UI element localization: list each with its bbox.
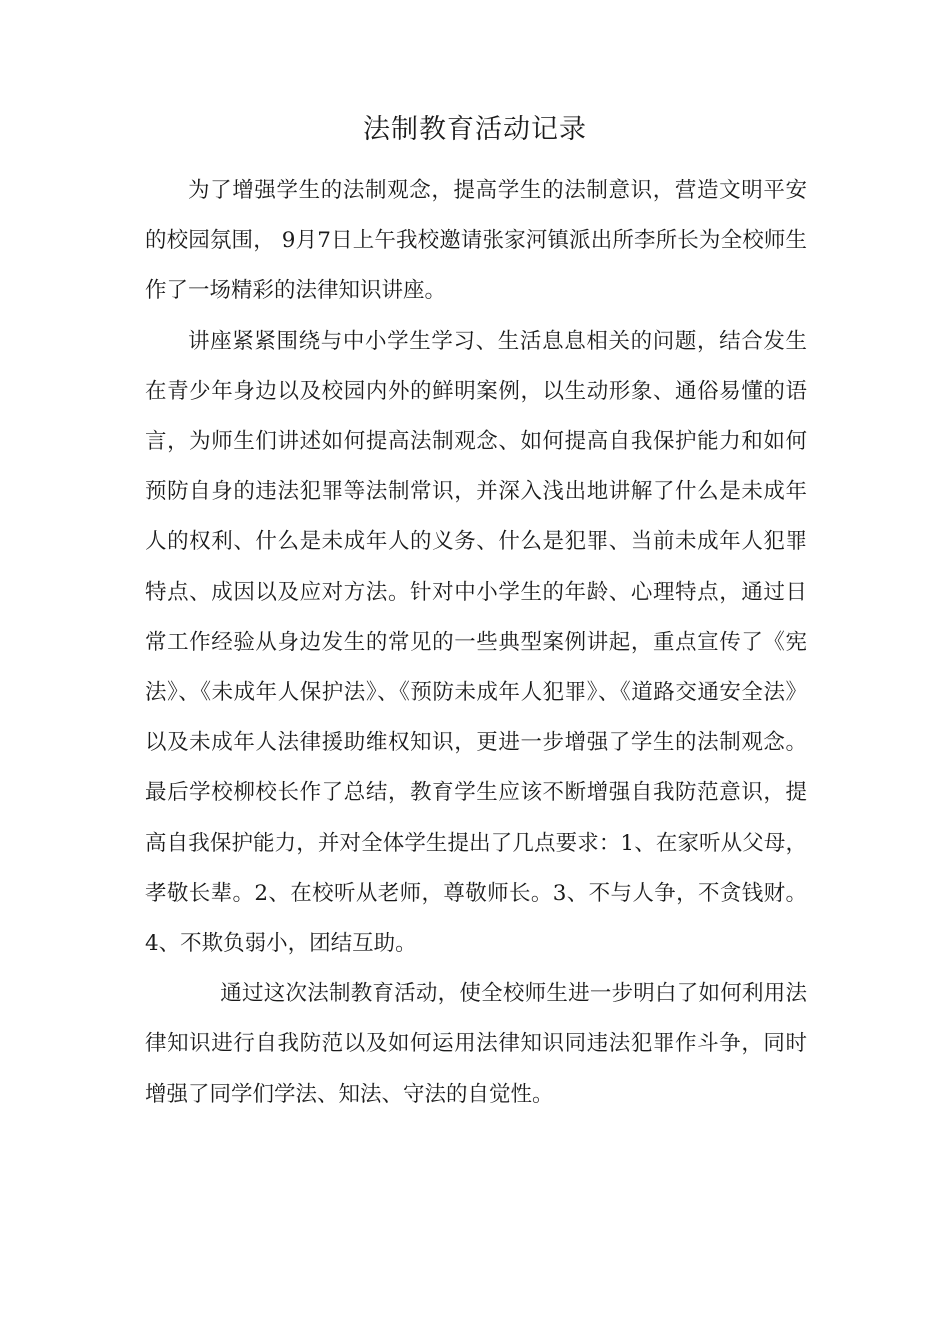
paragraph-conclusion: 通过这次法制教育活动，使全校师生进一步明白了如何利用法律知识进行自我防范以及如何运用法律知识同违法犯罪作斗争，同时增强了同学们学法、知法、守法的自觉性。: [145, 981, 807, 1107]
document-title: 法制教育活动记录: [363, 114, 587, 145]
paragraph-intro: 为了增强学生的法制观念，提高学生的法制意识，营造文明平安的校园氛围， 9月7日上午我校邀请张家河镇派出所李所长为全校师生作了一场精彩的法律知识讲座。: [145, 178, 807, 304]
document-body: [145, 166, 807, 1120]
paragraph-lecture-content: 讲座紧紧围绕与中小学生学习、生活息息相关的问题，结合发生在青少年身边以及校园内外的鲜明案例，以生动形象、通俗易懂的语言，为师生们讲述如何提高法制观念、如何提高自我保护能力和如何预防自身的违法犯罪等法制常识，并深入浅出地讲解了什么是未成年人的权利、什么是未成年人的义务、什么是犯罪、当前未成年人犯罪特点、成因以及应对方法。针对中小学生的年龄、心理特点，通过日常工作经验从身边发生的常见的一些典型案例讲起，重点宣传了《宪法》、《未成年人保护法》、《预防未成年人犯罪》、《道路交通安全法》以及未成年人法律援助维权知识，更进一步增强了学生的法制观念。最后学校柳校长作了总结，教育学生应该不断增强自我防范意识，提高自我保护能力，并对全体学生提出了几点要求：1、在家听从父母，孝敬长辈。2、在校听从老师，尊敬师长。3、不与人争，不贪钱财。4、不欺负弱小，团结互助。: [145, 328, 807, 957]
